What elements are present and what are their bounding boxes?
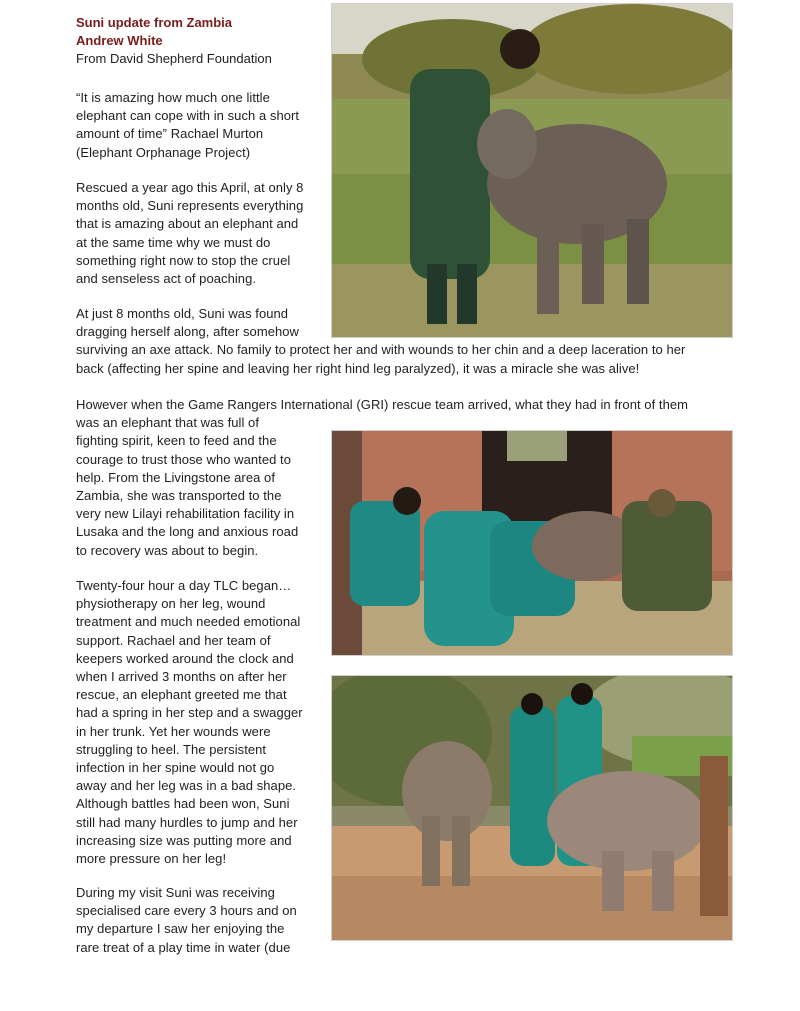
text-line: to recovery was about to begin.	[76, 542, 259, 558]
text-line: more pressure on her leg!	[76, 851, 227, 867]
text-line: specialised care every 3 hours and on	[76, 903, 297, 919]
text-line: at the same time why we must do	[76, 234, 271, 250]
paragraph-found	[76, 305, 685, 378]
text-line: During my visit Suni was receiving	[76, 885, 275, 900]
text-line: keepers worked around the clock and	[76, 650, 294, 666]
text-line: and senseless act of poaching.	[76, 271, 257, 287]
text-line: was an elephant that was full of	[76, 415, 259, 431]
text-line: help. From the Livingstone area of	[76, 469, 275, 485]
text-line: However when the Game Rangers International (GRI) rescue team arrived, what they had in front of them	[76, 397, 689, 412]
text-line: “It is amazing how much one little	[76, 90, 270, 105]
text-line: fighting spirit, keen to feed and the	[76, 433, 277, 449]
text-line: back (affecting her spine and leaving her right hind leg paralyzed), it was a miracle she was alive!	[76, 360, 640, 376]
text-line: rare treat of a play time in water (due	[76, 939, 291, 955]
text-line: (Elephant Orphanage Project)	[76, 144, 251, 160]
article-author: Andrew White	[76, 33, 163, 48]
opening-quote	[76, 89, 299, 162]
text-line: months old, Suni represents everything	[76, 198, 304, 214]
article-source: From David Shepherd Foundation	[76, 51, 272, 66]
text-line: elephant can cope with in such a short	[76, 108, 300, 124]
text-line: something right now to stop the cruel	[76, 252, 291, 268]
photo-keepers-treating-elephant	[331, 430, 733, 656]
text-line: Lusaka and the long and anxious road	[76, 524, 299, 540]
text-line: At just 8 months old, Suni was found	[76, 306, 289, 321]
text-line: dragging herself along, after somehow	[76, 324, 299, 340]
article-header	[76, 14, 272, 68]
text-line: Zambia, she was transported to the	[76, 488, 282, 504]
text-line: Rescued a year ago this April, at only 8	[76, 180, 304, 195]
text-line: still had many hurdles to jump and her	[76, 814, 298, 830]
text-line: treatment and much needed emotional	[76, 614, 301, 630]
text-line: support. Rachael and her team of	[76, 632, 271, 648]
text-line: my departure I saw her enjoying the	[76, 921, 285, 937]
text-line: amount of time” Rachael Murton	[76, 126, 264, 142]
text-line: struggling to heel. The persistent	[76, 741, 267, 757]
photo-keepers-with-young-elephants	[331, 675, 733, 941]
text-line: infection in her spine would not go	[76, 760, 275, 776]
paragraph-visit	[76, 884, 297, 957]
photo-keeper-with-baby-elephant	[331, 3, 733, 338]
text-line: surviving an axe attack. No family to protect her and with wounds to her chin and a deep laceration to her	[76, 342, 686, 358]
text-line: physiotherapy on her leg, wound	[76, 596, 266, 612]
text-line: increasing size was putting more and	[76, 832, 292, 848]
text-line: rescue, an elephant greeted me that	[76, 687, 287, 703]
paragraph-tlc	[76, 577, 303, 868]
text-line: had a spring in her step and a swagger	[76, 705, 303, 721]
text-line: that is amazing about an elephant and	[76, 216, 299, 232]
text-line: very new Lilayi rehabilitation facility in	[76, 506, 295, 522]
text-line: Twenty-four hour a day TLC began…	[76, 578, 292, 593]
paragraph-rescued	[76, 179, 303, 288]
article-title: Suni update from Zambia	[76, 15, 233, 30]
text-line: in her trunk. Yet her wounds were	[76, 723, 271, 739]
text-line: when I arrived 3 months on after her	[76, 669, 287, 685]
text-line: courage to trust those who wanted to	[76, 451, 291, 467]
text-line: Although battles had been won, Suni	[76, 796, 290, 812]
text-line: away and her leg was in a bad shape.	[76, 778, 297, 794]
